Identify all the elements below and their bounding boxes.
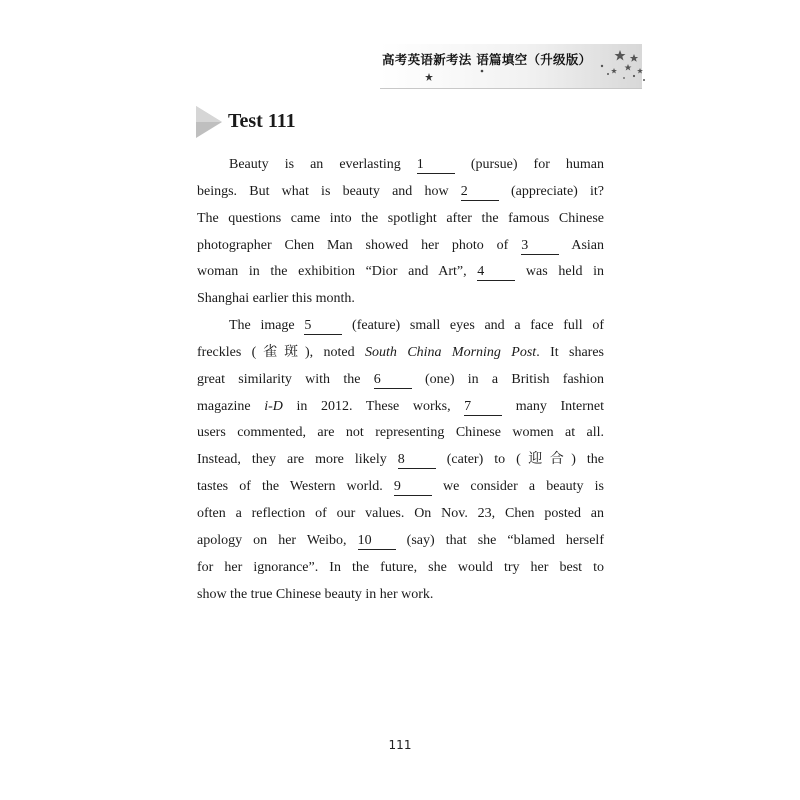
blank-9[interactable]: 9 <box>394 479 432 496</box>
passage-line: apology on her Weibo, 10 (say) that she “blamed herself <box>197 532 604 548</box>
small-star-icon <box>425 73 433 81</box>
passage-line: users commented, are not representing Chinese women at all. <box>197 425 604 441</box>
passage-line: tastes of the Western world. 9 we consider a beauty is <box>197 479 604 495</box>
passage-line: freckles (雀斑), noted South China Morning Post. It shares <box>197 344 605 360</box>
passage-line: magazine i-D in 2012. These works, 7 many Internet <box>197 398 604 414</box>
passage-line: woman in the exhibition “Dior and Art”, 4 was held in <box>197 264 604 280</box>
blank-6[interactable]: 6 <box>374 372 412 389</box>
blank-7[interactable]: 7 <box>464 399 502 416</box>
passage-line: often a reflection of our values. On Nov. 23, Chen posted an <box>197 505 604 521</box>
passage <box>197 152 604 608</box>
passage-line: Beauty is an everlasting 1 (pursue) for human <box>229 157 605 172</box>
blank-4[interactable]: 4 <box>477 264 515 281</box>
passage-line: photographer Chen Man showed her photo of 3 Asian <box>197 237 605 253</box>
blank-2[interactable]: 2 <box>461 184 499 201</box>
passage-line: The image 5 (feature) small eyes and a face full of <box>229 318 604 334</box>
passage-line: The questions came into the spotlight after the famous Chinese <box>197 210 604 226</box>
passage-line: Instead, they are more likely 8 (cater) to (迎合) the <box>197 452 605 468</box>
passage-line: for her ignorance”. In the future, she would try her best to <box>197 559 604 575</box>
blank-1[interactable]: 1 <box>417 157 455 174</box>
blank-5[interactable]: 5 <box>304 318 342 335</box>
passage-line: show the true Chinese beauty in her work. <box>197 586 434 602</box>
small-dot-icon <box>480 69 484 73</box>
blank-3[interactable]: 3 <box>521 238 559 255</box>
passage-line: beings. But what is beauty and how 2 (appreciate) it? <box>197 183 604 199</box>
passage-line: Shanghai earlier this month. <box>197 291 355 307</box>
passage-line: great similarity with the 6 (one) in a British fashion <box>197 371 604 387</box>
blank-8[interactable]: 8 <box>398 452 436 469</box>
decorative-stars-icon <box>590 44 650 88</box>
title-arrow-icon <box>196 106 224 138</box>
page-number: 111 <box>388 738 412 752</box>
blank-10[interactable]: 10 <box>358 533 396 550</box>
test-title: Test 111 <box>228 110 296 132</box>
book-header-title: 高考英语新考法 语篇填空（升级版） <box>382 52 592 67</box>
